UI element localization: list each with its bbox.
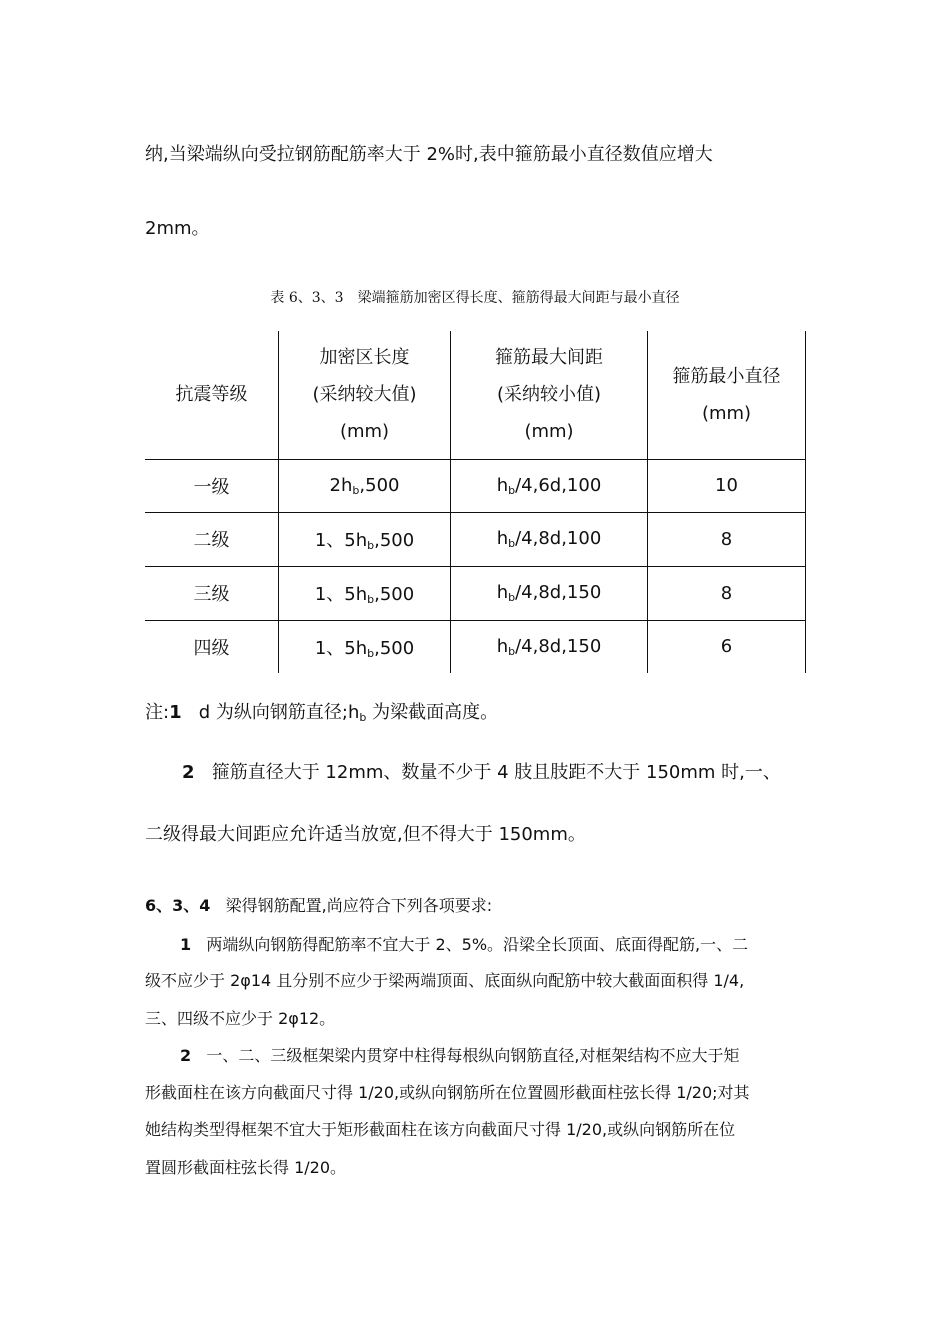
note-label: 注: [145, 702, 170, 723]
cell-length: $2h_b,500$ [279, 459, 451, 512]
table-row [145, 459, 806, 512]
table-row [145, 512, 806, 566]
section-title: 梁得钢筋配置,尚应符合下列各项要求: [225, 896, 493, 915]
cell-diameter: 10 [648, 459, 806, 512]
header-length: 加密区长度 (采纳较大值) (mm) [279, 331, 451, 459]
note-2-line-2: 二级得最大间距应允许适当放宽,但不得大于 150mm。 [145, 824, 586, 845]
item-1-line-1: 1 两端纵向钢筋得配筋率不宜大于 2、5%。沿梁全长顶面、底面得配筋,一、二 [180, 935, 749, 954]
table-row [145, 620, 806, 673]
cell-length: 1、$5h_b,500$ [279, 566, 451, 620]
cell-length: 1、$5h_b,500$ [279, 512, 451, 566]
header-max-spacing: 箍筋最大间距 (采纳较小值) (mm) [451, 331, 648, 459]
cell-length: 1、$5h_b,500$ [279, 620, 451, 673]
item-2-line-1: 2 一、二、三级框架梁内贯穿中柱得每根纵向钢筋直径,对框架结构不应大于矩 [180, 1046, 740, 1065]
note-1-number: 1 [169, 702, 182, 723]
section-heading [145, 893, 492, 916]
cell-diameter: 8 [648, 566, 806, 620]
note-2-number: 2 [182, 762, 195, 783]
table-header-row [145, 331, 806, 459]
cell-spacing: $h_b/4,8d,100$ [451, 512, 648, 566]
stirrup-spec-table [145, 331, 806, 673]
cell-grade: 四级 [145, 620, 279, 673]
cell-spacing: $h_b/4,8d,150$ [451, 620, 648, 673]
table-caption: 表 6、3、3 梁端箍筋加密区得长度、箍筋得最大间距与最小直径 [270, 290, 680, 306]
cell-grade: 二级 [145, 512, 279, 566]
note-2-line-1: 2 箍筋直径大于 12mm、数量不少于 4 肢且肢距不大于 150mm 时,一、 [182, 762, 781, 783]
item-2-line-4: 置圆形截面柱弦长得 1/20。 [145, 1158, 347, 1177]
cell-diameter: 6 [648, 620, 806, 673]
cell-grade: 一级 [145, 459, 279, 512]
intro-line-2: 2mm。 [145, 218, 210, 239]
cell-grade: 三级 [145, 566, 279, 620]
table-row [145, 566, 806, 620]
cell-spacing: $h_b/4,8d,150$ [451, 566, 648, 620]
item-2-line-3: 她结构类型得框架不宜大于矩形截面柱在该方向截面尺寸得 1/20,或纵向钢筋所在位 [145, 1120, 736, 1139]
intro-line-1: 纳,当梁端纵向受拉钢筋配筋率大于 2%时,表中箍筋最小直径数值应增大 [145, 144, 713, 165]
item-1-line-3: 三、四级不应少于 2φ12。 [145, 1009, 336, 1028]
cell-spacing: $h_b/4,6d,100$ [451, 459, 648, 512]
note-1: 注:1 d 为纵向钢筋直径$;h_b$ 为梁截面高度。 [145, 702, 499, 724]
section-number: 6、3、4 [145, 896, 211, 915]
cell-diameter: 8 [648, 512, 806, 566]
header-grade: 抗震等级 [145, 331, 279, 459]
item-2-line-2: 形截面柱在该方向截面尺寸得 1/20,或纵向钢筋所在位置圆形截面柱弦长得 1/20;对其 [145, 1083, 750, 1102]
header-min-diameter: 箍筋最小直径 (mm) [648, 331, 806, 459]
item-1-line-2: 级不应少于 2φ14 且分别不应少于梁两端顶面、底面纵向配筋中较大截面面积得 1/4, [145, 971, 745, 990]
